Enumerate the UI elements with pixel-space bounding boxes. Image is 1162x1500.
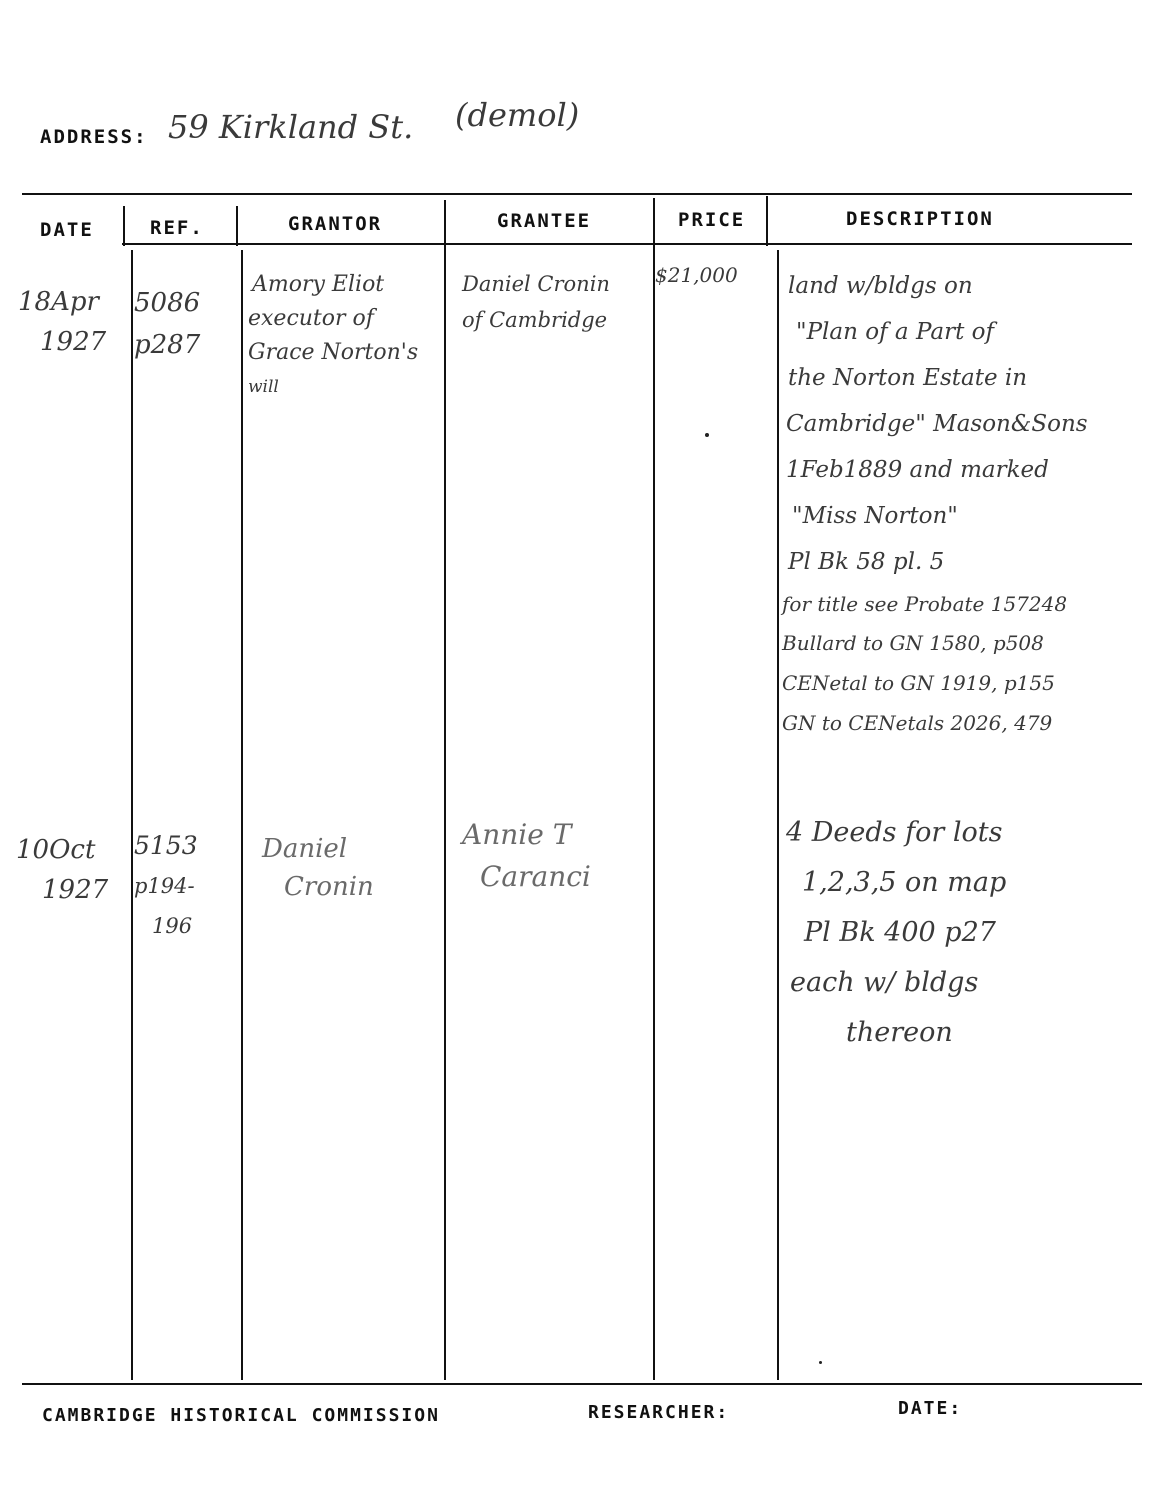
row-2-ref-line-3: 196 bbox=[152, 914, 193, 938]
row-2-description-line-4: each w/ bldgs bbox=[790, 967, 979, 998]
row-1-description-line-8: for title see Probate 157248 bbox=[782, 592, 1068, 616]
row-2-grantee-line-2: Caranci bbox=[480, 860, 591, 893]
table-top-rule bbox=[22, 193, 1132, 195]
row-1-description-line-10: CENetal to GN 1919, p155 bbox=[782, 671, 1055, 695]
column-header-price: PRICE bbox=[678, 209, 746, 231]
row-1-description-line-7: Pl Bk 58 pl. 5 bbox=[788, 549, 945, 575]
row-2-description-line-3: Pl Bk 400 p27 bbox=[804, 917, 996, 948]
column-header-ref: REF. bbox=[150, 217, 204, 239]
footer-researcher-label: RESEARCHER: bbox=[588, 1402, 730, 1423]
row-2-description-line-5: thereon bbox=[846, 1017, 953, 1048]
col-divider-price-description bbox=[766, 196, 768, 246]
row-1-grantor-line-2: executor of bbox=[248, 306, 374, 331]
row-1-date-line-2: 1927 bbox=[40, 327, 107, 357]
table-row-2-date bbox=[16, 830, 108, 910]
row-2-date-line-2: 1927 bbox=[42, 875, 109, 905]
row-1-description-line-5: 1Feb1889 and marked bbox=[786, 457, 1049, 483]
col-divider-date-ref bbox=[123, 206, 125, 246]
row-1-description-line-3: the Norton Estate in bbox=[788, 365, 1028, 391]
row-1-description-line-6: "Miss Norton" bbox=[792, 503, 958, 529]
row-1-description-line-1: land w/bldgs on bbox=[788, 273, 973, 299]
row-1-grantee-line-2: of Cambridge bbox=[462, 308, 608, 332]
row-2-description-line-1: 4 Deeds for lots bbox=[786, 817, 1003, 848]
header-bottom-rule bbox=[122, 243, 1132, 245]
column-header-grantor: GRANTOR bbox=[288, 213, 383, 235]
table-row-2-grantee bbox=[462, 814, 591, 898]
address-value: 59 Kirkland St. bbox=[168, 108, 414, 146]
row-2-date-line-1: 10Oct bbox=[16, 835, 96, 865]
column-header-date: DATE bbox=[40, 219, 94, 241]
table-bottom-rule bbox=[22, 1383, 1142, 1385]
table-row-1-grantor bbox=[248, 268, 418, 404]
row-2-grantor-line-2: Cronin bbox=[284, 872, 374, 902]
row-1-grantee-line-1: Daniel Cronin bbox=[462, 272, 610, 296]
table-row-2-ref bbox=[134, 826, 198, 946]
row-1-grantor-line-1: Amory Eliot bbox=[252, 272, 385, 297]
address-note: (demol) bbox=[455, 96, 580, 134]
row-2-description-line-2: 1,2,3,5 on map bbox=[802, 867, 1007, 898]
row-1-grantor-line-3: Grace Norton's bbox=[248, 340, 419, 365]
col-divider-price-description-body bbox=[777, 250, 779, 1380]
row-1-ref-line-2: p287 bbox=[134, 330, 201, 360]
pencil-mark bbox=[705, 433, 709, 437]
row-1-description-line-2: "Plan of a Part of bbox=[796, 319, 995, 345]
row-1-description-line-11: GN to CENetals 2026, 479 bbox=[782, 711, 1053, 735]
footer-commission: CAMBRIDGE HISTORICAL COMMISSION bbox=[42, 1405, 440, 1426]
table-row-1-date bbox=[18, 282, 106, 362]
pencil-mark bbox=[819, 1361, 822, 1364]
row-1-date-line-1: 18Apr bbox=[18, 287, 99, 317]
row-1-ref-line-1: 5086 bbox=[134, 288, 201, 318]
row-1-description-line-4: Cambridge" Mason&Sons bbox=[786, 411, 1088, 437]
footer-date-label: DATE: bbox=[898, 1398, 963, 1419]
column-header-description: DESCRIPTION bbox=[846, 208, 994, 230]
row-1-grantor-line-4: will bbox=[248, 377, 279, 397]
table-row-1-ref bbox=[134, 282, 200, 366]
row-2-ref-line-1: 5153 bbox=[134, 831, 198, 860]
table-row-1-description bbox=[782, 263, 1088, 743]
row-2-ref-line-2: p194- bbox=[134, 874, 195, 898]
table-row-2-description bbox=[786, 808, 1006, 1058]
col-divider-grantor-grantee bbox=[444, 200, 446, 1380]
col-divider-grantee-price bbox=[653, 198, 655, 1380]
col-divider-date-ref-body bbox=[131, 250, 133, 1380]
address-label: ADDRESS: bbox=[40, 126, 148, 148]
table-row-1-price: $21,000 bbox=[655, 263, 738, 287]
row-2-grantor-line-1: Daniel bbox=[262, 834, 348, 864]
row-2-grantee-line-1: Annie T bbox=[462, 818, 572, 851]
col-divider-ref-grantor-body bbox=[241, 250, 243, 1380]
table-row-2-grantor bbox=[262, 830, 374, 906]
col-divider-ref-grantor bbox=[236, 206, 238, 246]
row-1-description-line-9: Bullard to GN 1580, p508 bbox=[782, 631, 1044, 655]
column-header-grantee: GRANTEE bbox=[497, 210, 592, 232]
table-row-1-grantee bbox=[462, 266, 610, 338]
